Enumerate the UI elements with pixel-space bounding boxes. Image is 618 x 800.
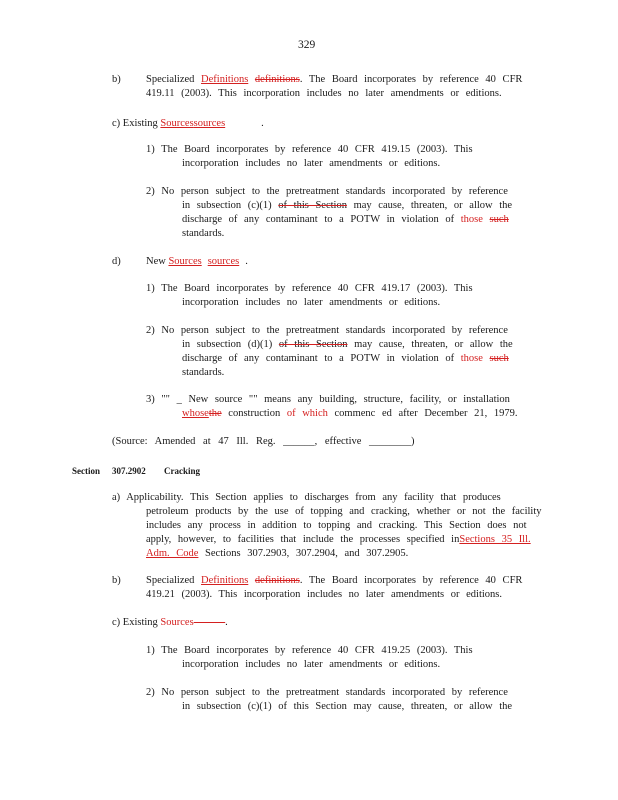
d1-line-1: 1) The Board incorporates by reference 40 CFR 419.17 (2003). This [146,283,473,294]
a-inserted-adm-code: Adm. Code [146,548,199,559]
b-line-2: 419.11 (2003). This incorporation includes no later amendments or editions. [146,88,502,99]
d3-l2-a: construction [228,408,281,419]
c2-lead: c) Existing [112,617,158,628]
a-line-1: a) Applicability. This Section applies to discharges from any facility that produces [112,492,501,503]
a-line-5 [146,547,408,561]
c1-line-2: incorporation includes no later amendments or editions. [182,158,441,169]
c2-l3-a: discharge of any contaminant to a POTW in violation of [182,214,455,225]
c2-line-1: 2) No person subject to the pretreatment standards incorporated by reference [146,186,508,197]
d-lead: New [146,256,166,267]
b2-deleted-definitions: definitions [254,575,300,586]
d3-line-2 [182,407,517,421]
d3-line-1: 3) "" _ New source "" means any building, structure, facility, or installation [146,394,510,405]
d2-l2-deleted: of this Section [278,339,348,350]
d1-line-2: incorporation includes no later amendments or editions. [182,297,441,308]
c-lead: c) Existing [112,118,158,129]
b2-label: b) [112,575,121,586]
b2-line-1 [146,574,522,588]
section-number: 307.2902 [112,466,146,476]
d2-line-4: standards. [182,367,225,378]
d-deleted-sources: sources [207,256,240,267]
c2-l2-a: in subsection (c)(1) [182,200,272,211]
d2-l3-inserted: those [460,353,483,364]
section-label: Section [72,466,100,476]
a-l5-b: Sections 307.2903, 307.2904, and 307.2905. [205,548,409,559]
d-inserted-sources: Sources [168,256,202,267]
c2b2-line-2: in subsection (c)(1) of this Section may cause, threaten, or allow the [182,701,513,712]
c2b1-line-1: 1) The Board incorporates by reference 40 CFR 419.25 (2003). This [146,645,473,656]
d2-l3-a: discharge of any contaminant to a POTW in violation of [182,353,455,364]
a-inserted-sections: Sections 35 Ill. [459,534,531,545]
c-tail: . [261,118,264,129]
d2-line-1: 2) No person subject to the pretreatment standards incorporated by reference [146,325,508,336]
b-text-b: . The Board incorporates by reference 40 CFR [299,74,523,85]
c2-heading [112,616,228,630]
c2-line-4: standards. [182,228,225,239]
c2-l3-deleted: such [489,214,509,225]
d2-l2-a: in subsection (d)(1) [182,339,273,350]
c-heading [112,117,264,131]
c2-line-3 [182,213,509,227]
d2-line-3 [182,352,509,366]
c2-l2-deleted: of this Section [278,200,347,211]
d-label: d) [112,256,121,267]
d3-inserted-whose: whose [182,408,209,419]
page-number: 329 [298,39,316,51]
d2-l2-b: may cause, threaten, or allow the [354,339,513,350]
b-deleted-definitions: definitions [254,74,300,85]
d3-inserted-of-which: of which [286,408,328,419]
d3-deleted-the: the [208,408,222,419]
b2-text-a: Specialized [146,575,195,586]
a-l4-a: apply, however, to facilities that include the processes specified in [146,534,460,545]
b2-line-2: 419.21 (2003). This incorporation includes no later amendments or editions. [146,589,502,600]
a-line-3: includes any process in addition to topping and cracking. This Section does not [146,520,527,531]
b2-text-b: . The Board incorporates by reference 40 CFR [299,575,523,586]
b-inserted-definitions: Definitions [201,74,249,85]
d2-l3-deleted: such [489,353,509,364]
a-line-4 [146,533,531,547]
c2b2-line-1: 2) No person subject to the pretreatment standards incorporated by reference [146,687,508,698]
source-note: (Source: Amended at 47 Ill. Reg. ______, effective ________) [112,436,415,447]
a-line-2: petroleum products by the use of topping and cracking, whether or not the facility [146,506,542,517]
c2-l2-b: may cause, threaten, or allow the [353,200,513,211]
b-text-a: Specialized [146,74,195,85]
b-label: b) [112,74,121,85]
d2-line-2 [182,338,513,352]
b2-inserted-definitions: Definitions [201,575,249,586]
c-inserted-sources: Sources [160,118,194,129]
b-line-1 [146,73,522,87]
c2-line-2 [182,199,512,213]
c2b1-line-2: incorporation includes no later amendments or editions. [182,659,441,670]
d-heading [146,255,248,269]
c1-line-1: 1) The Board incorporates by reference 40 CFR 419.15 (2003). This [146,144,473,155]
c-deleted-sources: sources [193,118,226,129]
c2-l3-inserted: those [460,214,483,225]
d3-l2-b: commenc ed after December 21, 1979. [334,408,518,419]
d-tail: . [245,256,248,267]
section-title: Cracking [164,466,200,476]
c2-deleted-sources [194,617,226,628]
c2-inserted-sources: Sources [160,617,194,628]
c2-tail: . [225,617,228,628]
